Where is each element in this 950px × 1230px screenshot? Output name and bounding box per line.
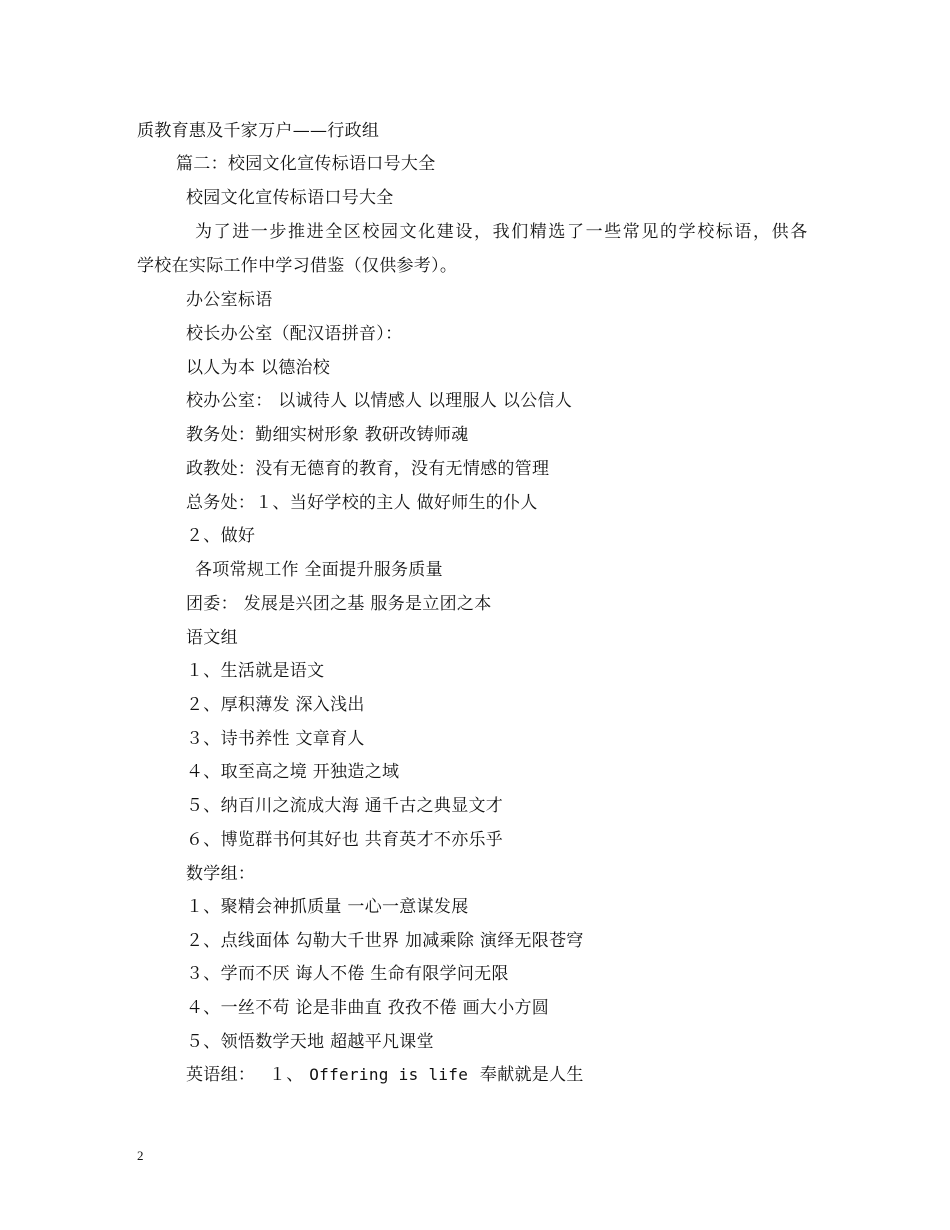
category-heading: 语文组 — [186, 628, 238, 648]
list-item: ４、一丝不苟 论是非曲直 孜孜不倦 画大小方圆 — [186, 998, 550, 1018]
list-item: １、聚精会神抓质量 一心一意谋发展 — [186, 897, 469, 917]
category-heading: 办公室标语 — [186, 290, 273, 310]
list-item: ２、点线面体 勾勒大千世界 加减乘除 演绎无限苍穹 — [186, 931, 584, 951]
intro-paragraph-line: 为了进一步推进全区校园文化建设，我们精选了一些常见的学校标语，供各 — [195, 222, 809, 242]
category-heading: 数学组： — [186, 864, 256, 884]
slogan-line: ２、做好 — [186, 526, 256, 546]
text-line: 质教育惠及千家万户——行政组 — [137, 121, 380, 141]
english-group-label: 英语组： — [186, 1065, 256, 1085]
slogan-line: 教务处：勤细实树形象 教研改铸师魂 — [186, 425, 469, 445]
english-slogan-chinese: 奉献就是人生 — [479, 1065, 584, 1085]
slogan-line: 各项常规工作 全面提升服务质量 — [195, 560, 443, 580]
document-title: 校园文化宣传标语口号大全 — [186, 188, 394, 208]
list-item: ２、厚积薄发 深入浅出 — [186, 695, 365, 715]
intro-paragraph-line: 学校在实际工作中学习借鉴（仅供参考）。 — [137, 256, 458, 276]
slogan-line: 总务处：１、当好学校的主人 做好师生的仆人 — [186, 493, 538, 513]
english-group-line — [186, 1064, 584, 1086]
text-line: 校长办公室（配汉语拼音）： — [186, 324, 403, 344]
list-item: ３、诗书养性 文章育人 — [186, 729, 365, 749]
slogan-line: 以人为本 以德治校 — [186, 358, 331, 378]
list-item: ６、博览群书何其好也 共育英才不亦乐乎 — [186, 830, 504, 850]
english-slogan-text: Offering is life — [309, 1065, 469, 1084]
list-item: ５、领悟数学天地 超越平凡课堂 — [186, 1032, 434, 1052]
list-item: ４、取至高之境 开独造之域 — [186, 762, 400, 782]
slogan-line: 政教处：没有无德育的教育，没有无情感的管理 — [186, 459, 550, 479]
slogan-line: 团委： 发展是兴团之基 服务是立团之本 — [186, 594, 492, 614]
list-item: ５、纳百川之流成大海 通千古之典显文才 — [186, 796, 504, 816]
section-heading: 篇二：校园文化宣传标语口号大全 — [176, 154, 436, 174]
page-number: 2 — [137, 1148, 144, 1163]
english-group-number: １、 — [268, 1065, 304, 1085]
slogan-line: 校办公室： 以诚待人 以情感人 以理服人 以公信人 — [186, 391, 573, 411]
list-item: ３、学而不厌 诲人不倦 生命有限学问无限 — [186, 964, 509, 984]
list-item: １、生活就是语文 — [186, 661, 325, 681]
